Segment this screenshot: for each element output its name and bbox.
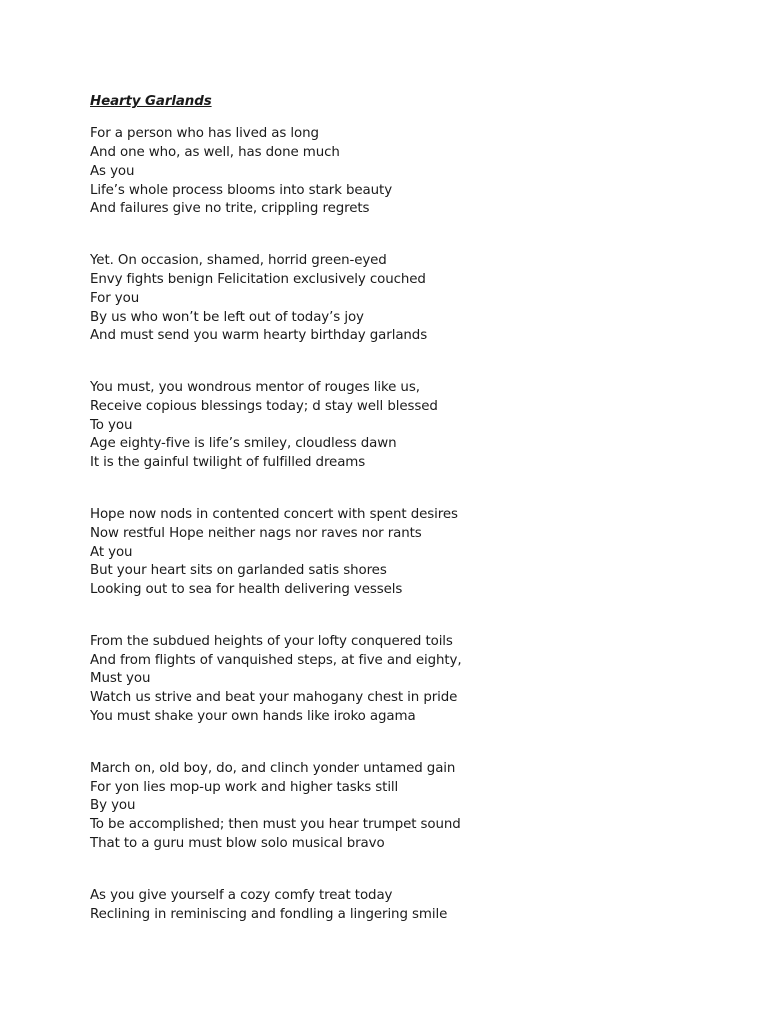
- poem-line: By you: [90, 798, 136, 814]
- stanza: [90, 760, 730, 854]
- poem-line: Now restful Hope neither nags nor raves nor rants: [90, 525, 422, 541]
- poem-line: And must send you warm hearty birthday garlands: [90, 328, 428, 344]
- poem-line: As you give yourself a cozy comfy treat today: [90, 887, 393, 903]
- stanza: [90, 887, 730, 925]
- stanza: [90, 252, 730, 346]
- poem-line: Must you: [90, 671, 151, 687]
- stanza: [90, 379, 730, 473]
- poem-line: Hope now nods in contented concert with spent desires: [90, 506, 458, 522]
- poem-line: You must, you wondrous mentor of rouges like us,: [90, 379, 420, 395]
- poem-line: And one who, as well, has done much: [90, 144, 340, 160]
- poem-line: It is the gainful twilight of fulfilled dreams: [90, 455, 366, 471]
- poem-line: As you: [90, 163, 135, 179]
- poem-line: Reclining in reminiscing and fondling a lingering smile: [90, 906, 448, 922]
- poem-line: For yon lies mop-up work and higher tasks still: [90, 779, 399, 795]
- poem-line: Yet. On occasion, shamed, horrid green-eyed: [90, 252, 387, 268]
- stanza: [90, 633, 730, 727]
- poem-line: Watch us strive and beat your mahogany chest in pride: [90, 690, 458, 706]
- poem-line: At you: [90, 544, 133, 560]
- poem-line: And from flights of vanquished steps, at five and eighty,: [90, 652, 462, 668]
- poem-line: You must shake your own hands like iroko agama: [90, 709, 416, 725]
- poem-line: Looking out to sea for health delivering vessels: [90, 582, 403, 598]
- poem: [90, 93, 730, 957]
- poem-line: Envy fights benign Felicitation exclusively couched: [90, 271, 426, 287]
- poem-line: To you: [90, 417, 133, 433]
- poem-body: [90, 125, 730, 925]
- stanza: [90, 506, 730, 600]
- poem-line: March on, old boy, do, and clinch yonder untamed gain: [90, 760, 456, 776]
- poem-line: By us who won’t be left out of today’s joy: [90, 309, 364, 325]
- poem-line: To be accomplished; then must you hear trumpet sound: [90, 817, 461, 833]
- poem-title: Hearty Garlands: [90, 94, 212, 109]
- poem-line: Age eighty-five is life’s smiley, cloudless dawn: [90, 436, 397, 452]
- poem-line: Receive copious blessings today; d stay well blessed: [90, 398, 438, 414]
- poem-line: For a person who has lived as long: [90, 125, 319, 141]
- poem-line: For you: [90, 290, 140, 306]
- poem-line: And failures give no trite, crippling regrets: [90, 201, 370, 217]
- stanza: [90, 125, 730, 219]
- poem-line: From the subdued heights of your lofty conquered toils: [90, 633, 453, 649]
- poem-line: Life’s whole process blooms into stark beauty: [90, 182, 393, 198]
- poem-line: But your heart sits on garlanded satis shores: [90, 563, 387, 579]
- poem-line: That to a guru must blow solo musical bravo: [90, 836, 385, 852]
